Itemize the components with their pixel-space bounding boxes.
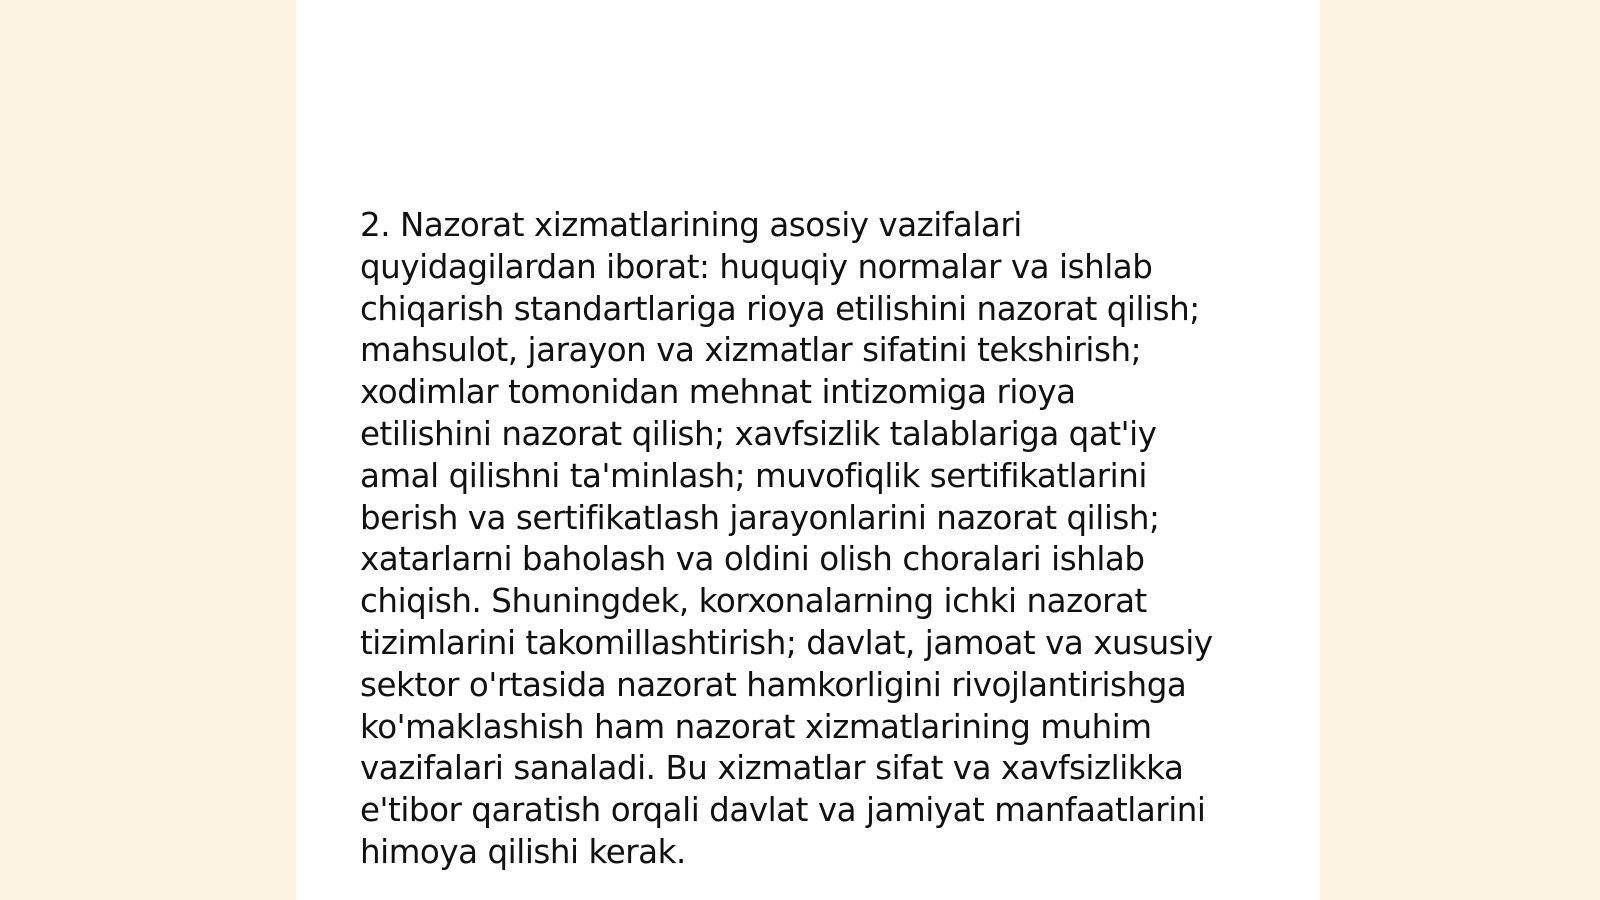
document-page	[296, 0, 1320, 900]
body-paragraph: 2. Nazorat xizmatlarining asosiy vazifalari quyidagilardan iborat: huquqiy normalar va ishlab chiqarish standartlariga rioya etilishini nazorat qilish; mahsulot, jarayon va xizmatlar sifatini tekshirish; xodimlar tomonidan mehnat intizomiga rioya etilishini nazorat qilish; xavfsizlik talablariga qat'iy amal qilishni ta'minlash; muvofiqlik sertifikatlarini berish va sertifikatlash jarayonlarini nazorat qilish; xatarlarni baholash va oldini olish choralari ishlab chiqish. Shuningdek, korxonalarning ichki nazorat tizimlarini takomillashtirish; davlat, jamoat va xususiy sektor o'rtasida nazorat hamkorligini rivojlantirishga ko'maklashish ham nazorat xizmatlarining muhim vazifalari sanaladi. Bu xizmatlar sifat va xavfsizlikka e'tibor qaratish orqali davlat va jamiyat manfaatlarini himoya qilishi kerak.	[360, 206, 1213, 871]
